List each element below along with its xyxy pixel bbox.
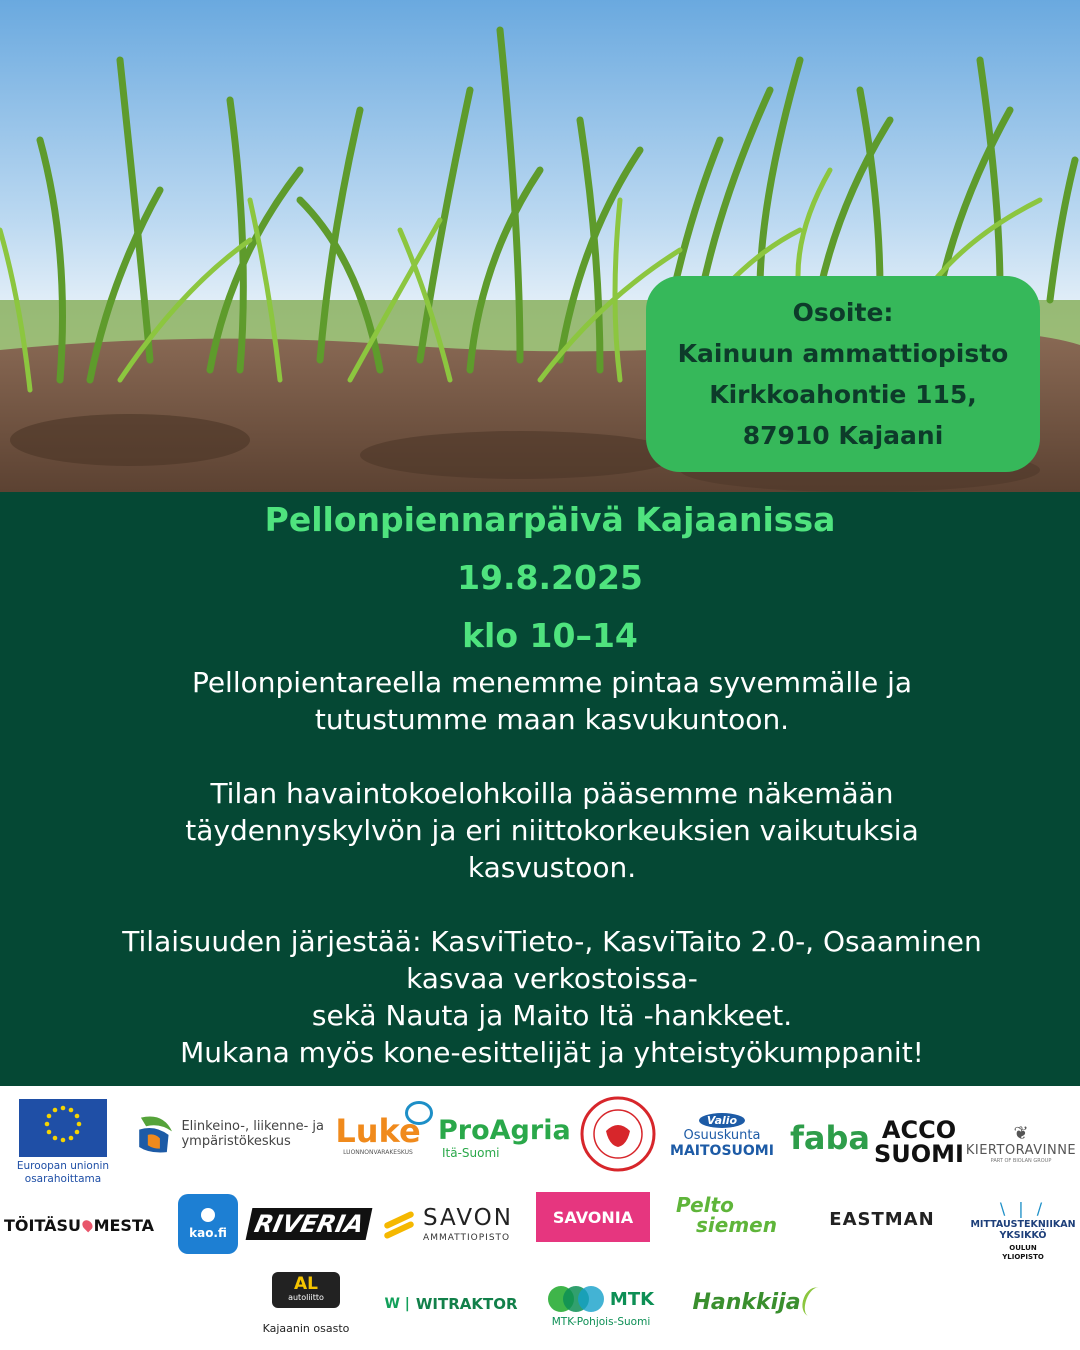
kiertoravinne-name: KIERTORAVINNE	[965, 1142, 1077, 1158]
kiertoravinne-logo	[962, 1120, 1080, 1168]
event-info	[0, 492, 1080, 1086]
autoliitto-badge	[272, 1272, 340, 1308]
riveria-name: RIVERIA	[245, 1208, 372, 1240]
toitasuomesta-left: TÖITÄSU	[4, 1215, 82, 1235]
proagria-logo	[438, 1110, 571, 1166]
witraktor-w-icon: W |	[384, 1296, 410, 1312]
address-line-3: 87910 Kajaani	[742, 421, 944, 450]
mtk-rings-icon	[548, 1284, 604, 1314]
mtk-sub: MTK-Pohjois-Suomi	[551, 1316, 651, 1328]
mittaus-line-1: MITTAUSTEKNIIKAN	[970, 1218, 1076, 1230]
partner-logos	[0, 1086, 1080, 1350]
eastman-logo	[812, 1204, 952, 1234]
valio-badge: Valio	[699, 1113, 745, 1128]
ely-emblem-icon	[134, 1109, 175, 1159]
autoliitto-badge-top: AL	[294, 1274, 318, 1294]
paragraph-line: kasvaa verkostoissa-	[406, 962, 698, 995]
kao-logo	[178, 1194, 238, 1254]
savonia-name: SAVONIA	[552, 1207, 634, 1227]
paragraph-organizers	[0, 923, 1080, 1071]
address-box	[646, 276, 1040, 472]
paragraph-line: Tilan havaintokoelohkoilla pääsemme näkemään	[210, 777, 894, 810]
paragraph-line: Tilaisuuden järjestää: KasviTieto-, KasviTaito 2.0-, Osaaminen	[122, 925, 982, 958]
valio-line-2: MAITOSUOMI	[670, 1143, 774, 1159]
acco-line-1: ACCO	[881, 1116, 957, 1144]
mittaus-logo	[966, 1188, 1080, 1272]
event-title: Pellonpiennarpäivä Kajaanissa	[264, 500, 836, 539]
toitasuomesta-right: MESTA	[93, 1215, 154, 1235]
acco-line-2: SUOMI	[874, 1140, 964, 1168]
speech-bubble-icon	[405, 1101, 433, 1125]
hankkija-name: Hankkija	[692, 1289, 801, 1315]
eu-line-2: osarahoittama	[24, 1172, 102, 1185]
paragraph-line: Pellonpientareella menemme pintaa syvemmälle ja	[191, 666, 913, 699]
mtk-logo	[542, 1276, 660, 1336]
paragraph-intro	[0, 664, 1080, 738]
toitasuomesta-logo	[4, 1210, 154, 1240]
autoliitto-logo	[256, 1268, 356, 1338]
address-label: Osoite:	[792, 298, 894, 327]
location-pin-icon	[80, 1218, 94, 1232]
eu-flag-icon	[19, 1099, 107, 1157]
field-photo	[0, 0, 1080, 492]
paragraph-line: kasvustoon.	[467, 851, 637, 884]
kao-name: kao.fi	[189, 1226, 227, 1240]
peltosiemen-line-2: siemen	[696, 1213, 777, 1237]
leaf-sprig-icon	[798, 1284, 828, 1319]
kiertoravinne-sub: PART OF BIOLAN GROUP	[990, 1157, 1052, 1164]
mtk-name: MTK	[609, 1288, 655, 1310]
ely-line-1: Elinkeino-, liikenne- ja	[181, 1119, 324, 1134]
event-date: 19.8.2025	[457, 558, 643, 597]
address-line-2: Kirkkoahontie 115,	[709, 380, 977, 409]
valio-logo	[668, 1104, 776, 1168]
faba-name: faba	[790, 1119, 871, 1157]
mittaus-line-4: YLIOPISTO	[1002, 1252, 1044, 1261]
nautasuomi-seal-icon	[579, 1095, 657, 1173]
witraktor-logo	[378, 1290, 524, 1318]
ely-line-2: ympäristökeskus	[181, 1134, 291, 1149]
luke-sub: LUONNONVARAKESKUS	[343, 1148, 413, 1156]
luke-name: Luke	[335, 1111, 421, 1150]
autoliitto-caption: Kajaanin osasto	[262, 1321, 350, 1335]
faba-logo	[790, 1116, 870, 1160]
witraktor-name: WITRAKTOR	[415, 1295, 518, 1313]
ely-logo	[134, 1106, 324, 1162]
paragraph-line: Mukana myös kone-esittelijät ja yhteistyökumppanit!	[180, 1036, 924, 1069]
mittaus-line-2: YKSIKKÖ	[999, 1229, 1047, 1241]
paragraph-line: täydennyskylvön ja eri niittokorkeuksien vaikutuksia	[185, 814, 919, 847]
savon-swoosh-icon	[383, 1211, 417, 1239]
luke-logo	[335, 1100, 421, 1168]
riveria-logo	[251, 1202, 367, 1246]
eastman-name: EASTMAN	[829, 1208, 935, 1230]
proagria-sub: Itä-Suomi	[442, 1146, 500, 1160]
paragraph-line: sekä Nauta ja Maito Itä -hankkeet.	[311, 999, 793, 1032]
mittaus-line-3: OULUN	[1009, 1243, 1037, 1252]
paragraph-line: tutustumme maan kasvukuntoon.	[314, 703, 790, 736]
hankkija-logo	[688, 1274, 828, 1330]
kao-drop-icon	[201, 1208, 215, 1222]
proagria-name: ProAgria	[438, 1115, 571, 1146]
eu-line-1: Euroopan unionin	[16, 1159, 110, 1172]
peltosiemen-line-1: Pelto	[676, 1193, 734, 1217]
acco-logo	[874, 1112, 964, 1172]
savon-sub: AMMATTIOPISTO	[423, 1233, 511, 1243]
leaf-icon: ❦	[1013, 1122, 1029, 1144]
paragraph-plots	[0, 775, 1080, 886]
event-time: klo 10–14	[462, 616, 638, 655]
valio-line-1: Osuuskunta	[683, 1128, 761, 1143]
savon-logo	[378, 1200, 518, 1250]
savonia-logo	[536, 1192, 650, 1242]
rays-icon: \ | /	[999, 1198, 1047, 1218]
address-line-1: Kainuun ammattiopisto	[677, 339, 1009, 368]
peltosiemen-logo	[676, 1190, 792, 1240]
autoliitto-badge-bottom: autoliitto	[288, 1293, 324, 1302]
savon-name: SAVON	[423, 1205, 513, 1231]
eu-logo	[16, 1096, 110, 1188]
nautasuomi-logo	[578, 1094, 658, 1174]
